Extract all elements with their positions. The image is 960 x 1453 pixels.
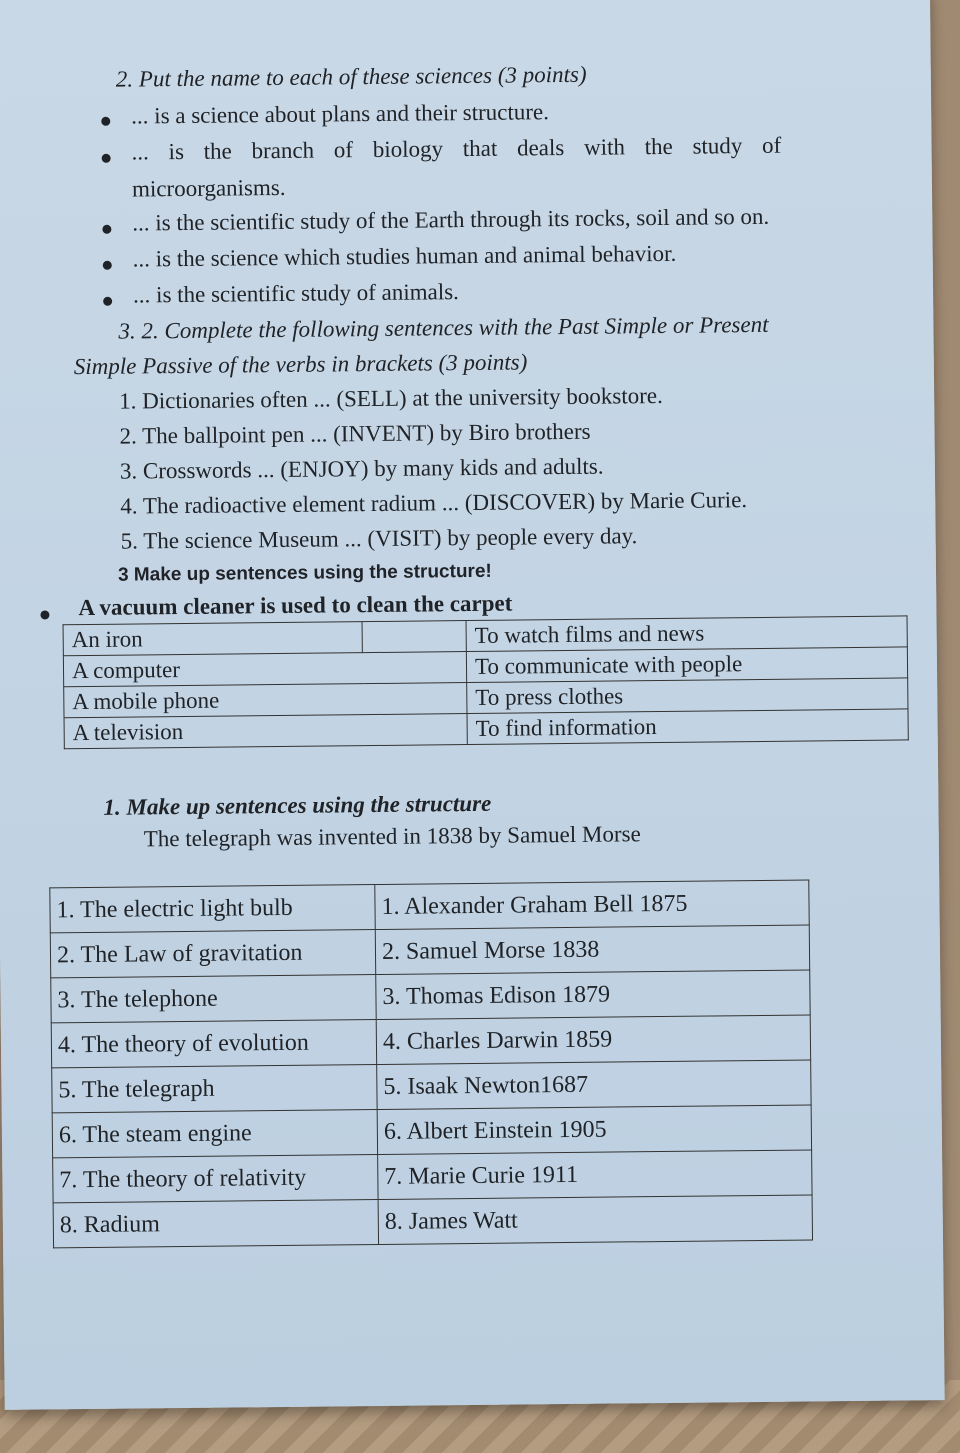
table-cell: 3. Thomas Edison 1879 <box>376 970 810 1020</box>
table-cell: 7. The theory of relativity <box>53 1155 378 1203</box>
table-cell: 7. Marie Curie 1911 <box>378 1150 812 1200</box>
section3-title-cont: Simple Passive of the verbs in brackets (3 points) <box>73 349 528 380</box>
bullet <box>103 297 112 306</box>
table-row <box>52 1105 811 1158</box>
table-cell: 1. Alexander Graham Bell 1875 <box>375 880 809 930</box>
table-cell: An iron <box>63 622 362 656</box>
science-item-3: ... is the scientific study of the Earth through its rocks, soil and so on. <box>132 203 770 236</box>
table-cell: 4. Charles Darwin 1859 <box>376 1015 810 1065</box>
section2-title: 2. Put the name to each of these sciences (3 points) <box>115 61 587 92</box>
table-cell: 1. The electric light bulb <box>50 885 375 933</box>
table-cell: 5. Isaak Newton1687 <box>377 1060 811 1110</box>
example-sentence: A vacuum cleaner is used to clean the carpet <box>78 590 513 621</box>
sentence-1: 1. Dictionaries often ... (SELL) at the university bookstore. <box>119 382 663 414</box>
bullet <box>102 154 111 163</box>
table-row <box>52 1060 811 1113</box>
table-cell: 3. The telephone <box>51 975 376 1023</box>
bullet <box>101 117 110 126</box>
inventions-table <box>49 879 813 1248</box>
table-row <box>51 970 810 1023</box>
table-cell: To press clothes <box>467 678 908 714</box>
science-item-1: ... is a science about plans and their structure. <box>131 99 550 129</box>
science-item-5: ... is the scientific study of animals. <box>132 279 459 308</box>
sentence-3: 3. Crosswords ... (ENJOY) by many kids and adults. <box>119 453 604 484</box>
section3-title: 3. 2. Complete the following sentences with the Past Simple or Present <box>118 311 769 344</box>
section5-title: 1. Make up sentences using the structure <box>103 790 492 820</box>
table-cell: 6. Albert Einstein 1905 <box>377 1105 811 1155</box>
table-cell: A television <box>64 714 467 749</box>
table-cell: 2. The Law of gravitation <box>50 930 375 978</box>
table-cell <box>362 621 466 653</box>
science-item-2-cont: microorganisms. <box>131 174 286 202</box>
science-item-2-text: ... is the branch of biology that deals with the study of <box>131 132 782 165</box>
bullet <box>102 225 111 234</box>
section4-title: 3 Make up sentences using the structure! <box>117 560 492 586</box>
table-cell: A mobile phone <box>64 683 467 718</box>
table-cell: To communicate with people <box>466 647 907 683</box>
table-cell: 2. Samuel Morse 1838 <box>375 925 809 975</box>
bullet <box>40 610 49 619</box>
sentence-5: 5. The science Museum ... (VISIT) by people every day. <box>120 523 638 554</box>
table-cell: 5. The telegraph <box>52 1065 377 1113</box>
table-cell: A computer <box>63 652 466 687</box>
table-cell: 8. Radium <box>53 1200 378 1248</box>
science-item-4: ... is the science which studies human and animal behavior. <box>132 240 677 272</box>
table-row <box>53 1150 812 1203</box>
bullet <box>103 261 112 270</box>
table-cell: 8. James Watt <box>378 1195 812 1245</box>
table-cell: 4. The theory of evolution <box>51 1020 376 1068</box>
table-row <box>50 925 809 978</box>
science-item-2 <box>131 132 886 166</box>
table-row <box>53 1195 812 1248</box>
sentence-4: 4. The radioactive element radium ... (DISCOVER) by Marie Curie. <box>120 487 748 519</box>
table-row <box>50 880 809 933</box>
section5-example: The telegraph was invented in 1838 by Samuel Morse <box>143 821 641 852</box>
table-cell: To watch films and news <box>466 616 907 652</box>
table-cell: To find information <box>467 709 908 745</box>
uses-table <box>63 615 909 749</box>
table-cell: 6. The steam engine <box>52 1110 377 1158</box>
table-row <box>51 1015 810 1068</box>
sentence-2: 2. The ballpoint pen ... (INVENT) by Biro brothers <box>119 418 591 449</box>
